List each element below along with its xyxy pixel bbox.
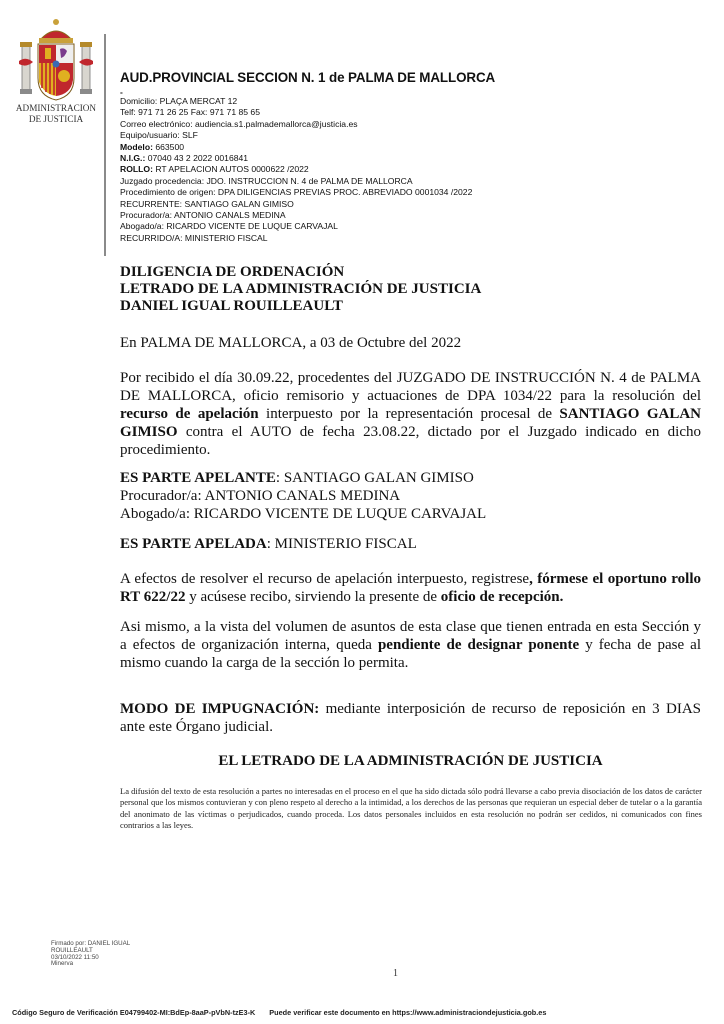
verification-footer [12,1008,546,1017]
appellant-line [120,469,701,487]
signer-title: EL LETRADO DE LA ADMINISTRACIÓN DE JUSTICIA [218,753,603,769]
model-value: 663500 [152,141,185,152]
model-label: Modelo: [120,141,153,152]
lawyer-line: Abogado/a: RICARDO VICENTE DE LUQUE CARVAJAL [120,506,487,522]
page-number: 1 [393,968,398,979]
nig-label: N.I.G.: [120,153,146,164]
nig-value: 07040 43 2 2022 0016841 [145,153,249,164]
signature-line: Firmado por: DANIEL IGUAL [51,940,131,947]
appellant-line: RECURRENTE: SANTIAGO GALAN GIMISO [120,198,294,209]
text-run: interpuesto por la representación procesal de [258,406,560,422]
origin-court-line: Juzgado procedencia: JDO. INSTRUCCION N. 4 de PALMA DE MALLORCA [120,175,413,186]
lawyer-line: Abogado/a: RICARDO VICENTE DE LUQUE CARVAJAL [120,221,338,232]
crest-caption [0,103,112,125]
title-line: DILIGENCIA DE ORDENACIÓN [120,264,345,280]
respondent-line: RECURRIDO/A: MINISTERIO FISCAL [120,232,268,243]
signature-stamp [51,941,130,968]
rollo-label: ROLLO: [120,164,153,175]
origin-procedure-line: Procedimiento de origen: DPA DILIGENCIAS PREVIAS PROC. ABREVIADO 0001034 /2022 [120,187,473,198]
appellant-label: ES PARTE APELANTE [120,470,276,486]
signature-line: 03/10/2022 11:50 [51,953,99,961]
appellant-party [120,469,701,523]
paragraph-registration [120,570,701,606]
respondent-value: : MINISTERIO FISCAL [266,536,417,552]
privacy-notice: La difusión del texto de esta resolución a partes no interesadas en el proceso en el que ha sido dictada sólo podrá llevarse a cabo previa disociación de los datos de carácter personal que los mismos contuvieran y con pleno respeto al derecho a la intimidad, a los derechos de las personas que requieran un especial deber de tutelar o a la garantía del anonimato de las víctimas o perjudicados, cuando proceda. Los datos personales incluidos en esta resolución no podrán ser cedidos, ni comunicados con fines contrarios a las leyes. [120,786,702,830]
address-line: Domicilio: PLAÇA MERCAT 12 [120,96,238,106]
team-user-line: Equipo/usuario: SLF [120,130,198,141]
title-line: LETRADO DE LA ADMINISTRACIÓN DE JUSTICIA [120,281,482,297]
verification-url[interactable]: Puede verificar este documento en https://www.administraciondejusticia.gob.es [269,1008,547,1017]
text-run: contra el AUTO de fecha 23.08.22, dictado por el Juzgado indicado en dicho procedimiento. [120,424,701,458]
text-run: A efectos de resolver el recurso de apelación interpuesto, registrese [120,571,530,587]
procurator-line: Procurador/a: ANTONIO CANALS MEDINA [120,210,286,221]
court-name: AUD.PROVINCIAL SECCION N. 1 de PALMA DE MALLORCA [120,70,496,85]
title-line: DANIEL IGUAL ROUILLEAULT [120,298,343,314]
coat-of-arms-icon [18,16,94,104]
text-run: Por recibido el día 30.09.22, procedentes del JUZGADO DE INSTRUCCIÓN N. 4 de PALMA DE MALLORCA, oficio remisorio y actuaciones de DPA 1034/22 para la resolución del [120,370,701,404]
text-run: mediante interposición de recurso de reposición en 3 DIAS ante este Órgano judicial. [120,701,701,735]
crest-caption-line: ADMINISTRACION [15,103,97,113]
header-dash: - [120,87,123,97]
nig-line [120,153,495,164]
procurator-line: Procurador/a: ANTONIO CANALS MEDINA [120,488,401,504]
paragraph-appeal-mode [120,700,701,736]
date-line: En PALMA DE MALLORCA, a 03 de Octubre del 2022 [120,335,462,351]
bold-run: SANTIAGO GALAN GIMISO [120,406,701,440]
header-divider [104,34,106,256]
verification-code: Código Seguro de Verificación E04799402-MI:BdEp-8aaP-pVbN-tzE3-K [12,1008,256,1017]
bold-run: oficio de recepción. [440,589,564,605]
paragraph-receipt [120,369,701,459]
text-run: y fecha de pase al mismo cuando la carga de la sección lo permita. [120,637,701,671]
text-run: y acúsese recibo, sirviendo la presente de [185,589,441,605]
appellant-value: : SANTIAGO GALAN GIMISO [275,470,474,486]
respondent-party [120,535,701,553]
bold-run: pendiente de designar ponente [377,637,580,653]
document-title [120,264,701,315]
crest-caption-line: DE JUSTICIA [28,114,84,124]
email-line: Correo electrónico: audiencia.s1.palmademallorca@justicia.es [120,118,358,129]
bold-run: , fórmese el oportuno rollo RT 622/22 [120,571,702,605]
signature-line: ROUILLEAULT [51,946,93,954]
rollo-value: RT APELACION AUTOS 0000622 /2022 [152,164,309,175]
signature-line: Minerva [51,960,74,968]
rollo-line [120,164,495,175]
text-run: Asi mismo, a la vista del volumen de asuntos de esta clase que tienen entrada en esta Sección y a efectos de organización interna, queda [120,619,701,653]
model-line [120,142,495,153]
bold-run: recurso de apelación [120,406,259,422]
paragraph-assignment [120,618,701,672]
phone-line: Telf: 971 71 26 25 Fax: 971 71 85 65 [120,107,260,118]
court-header [120,70,495,244]
bold-run: MODO DE IMPUGNACIÓN: [120,701,320,717]
respondent-label: ES PARTE APELADA [120,536,267,552]
